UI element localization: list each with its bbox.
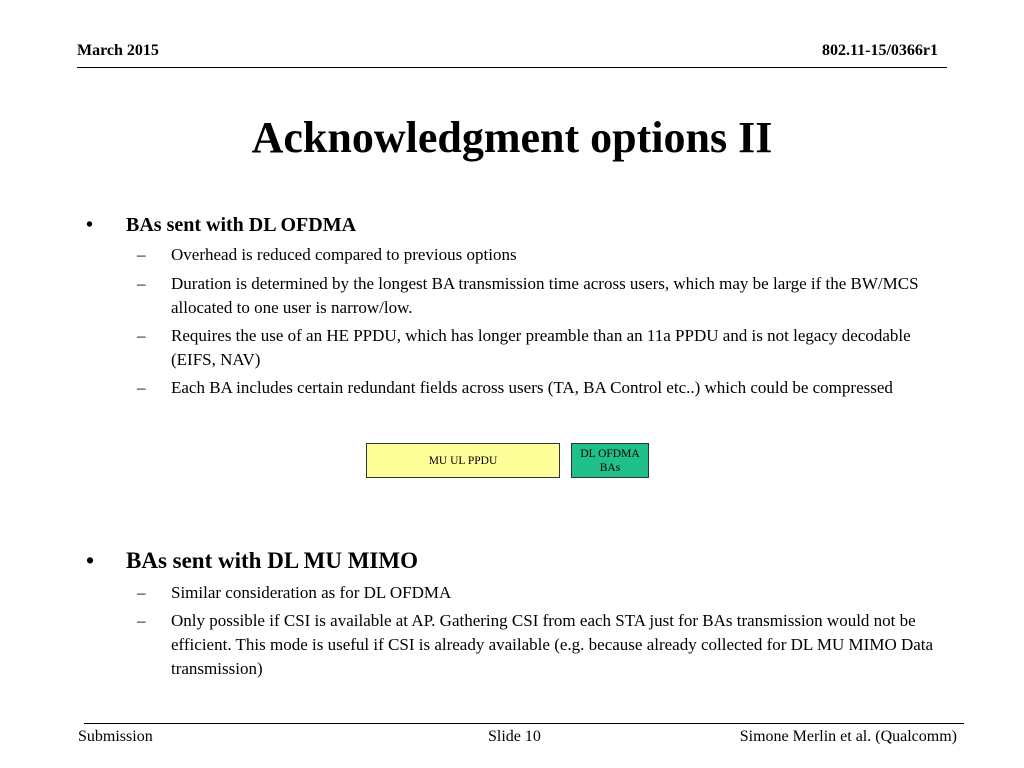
- dash-icon: –: [137, 378, 146, 397]
- dash-icon: –: [137, 583, 146, 602]
- list-item-text: Each BA includes certain redundant fields across users (TA, BA Control etc..) which could be compressed: [171, 378, 893, 397]
- header-doc-id: 802.11-15/0366r1: [822, 42, 938, 59]
- list-item: [137, 376, 937, 400]
- section-heading-dl-ofdma: [86, 212, 356, 238]
- footer-author: Simone Merlin et al. (Qualcomm): [739, 728, 957, 745]
- dash-icon: –: [137, 326, 146, 345]
- dash-icon: –: [137, 245, 146, 264]
- list-item: [137, 272, 937, 320]
- section-heading-text: BAs sent with DL OFDMA: [126, 214, 357, 236]
- dash-icon: –: [137, 611, 146, 630]
- list-item: [137, 609, 937, 681]
- footer-divider: [84, 723, 964, 724]
- list-item-text: Duration is determined by the longest BA transmission time across users, which may be large if the BW/MCS allocated to one user is narrow/low.: [171, 274, 919, 317]
- list-item-text: Similar consideration as for DL OFDMA: [171, 583, 452, 602]
- list-item: [137, 324, 937, 372]
- list-item: [137, 243, 937, 267]
- list-item-text: Only possible if CSI is available at AP. Gathering CSI from each STA just for BAs transmission would not be efficient. This mode is useful if CSI is already available (e.g. because already collected for DL MU MIMO Data transmission): [171, 611, 934, 678]
- list-item-text: Requires the use of an HE PPDU, which has longer preamble than an 11a PPDU and is not legacy decodable (EIFS, NAV): [171, 326, 911, 369]
- section-heading-text: BAs sent with DL MU MIMO: [126, 548, 418, 573]
- mu-ul-ppdu-box: [366, 443, 560, 478]
- dash-icon: –: [137, 274, 146, 293]
- slide-title: Acknowledgment options II: [251, 113, 773, 162]
- section-heading-dl-mu-mimo: [86, 548, 418, 574]
- footer-submission: Submission: [78, 728, 153, 745]
- dl-ofdma-bas-box: [571, 443, 649, 478]
- bullet-icon: •: [86, 214, 94, 236]
- header-date: March 2015: [77, 42, 159, 59]
- slide-number: Slide 10: [488, 728, 541, 745]
- bullet-icon: •: [86, 548, 95, 573]
- dl-ofdma-bas-label: DL OFDMA BAs: [580, 447, 640, 474]
- mu-ul-ppdu-label: MU UL PPDU: [428, 454, 498, 467]
- list-item: [137, 581, 937, 605]
- list-item-text: Overhead is reduced compared to previous options: [171, 245, 517, 264]
- header-divider: [77, 67, 947, 68]
